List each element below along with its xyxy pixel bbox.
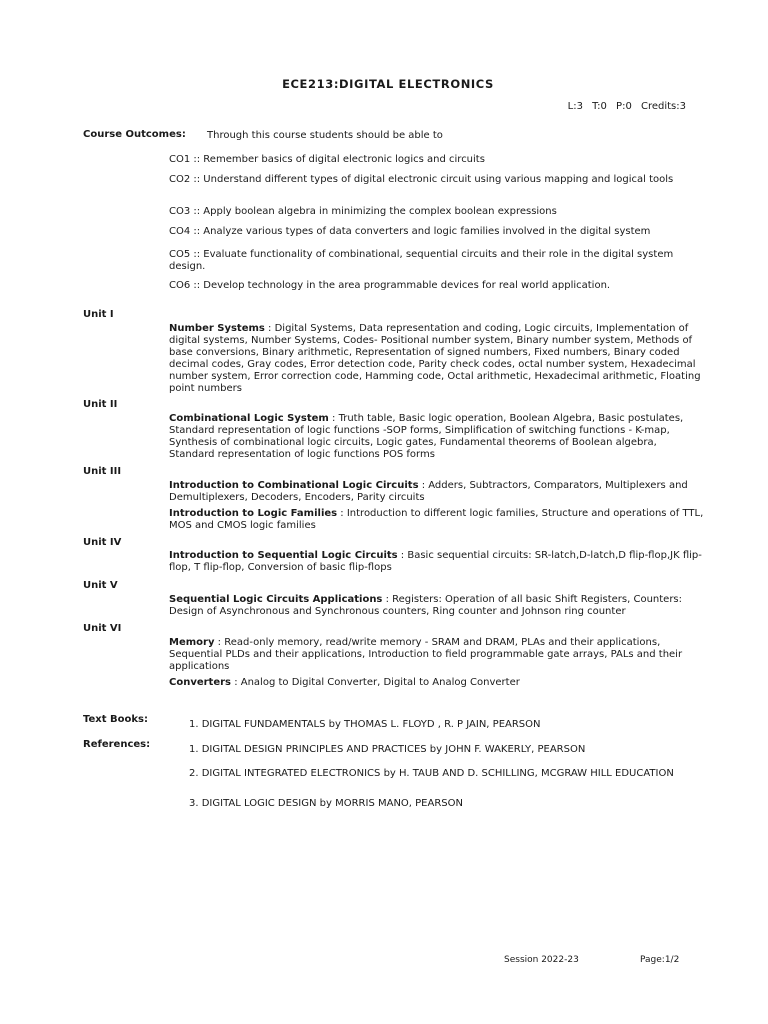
reference-1: 1. DIGITAL DESIGN PRINCIPLES AND PRACTICES by JOHN F. WAKERLY, PEARSON: [189, 744, 586, 755]
unit-2-topic-combinational-logic: [169, 413, 705, 461]
topic-heading: Combinational Logic System: [169, 413, 329, 424]
unit-1-topic-number-systems: [169, 323, 705, 395]
unit-5-topic-sequential-applications: [169, 594, 705, 618]
page-number: Page:1/2: [640, 955, 680, 965]
session-label: Session 2022-23: [504, 955, 579, 965]
unit-3-label: Unit III: [83, 466, 122, 477]
topic-heading: Memory: [169, 637, 215, 648]
reference-2: 2. DIGITAL INTEGRATED ELECTRONICS by H. TAUB AND D. SCHILLING, MCGRAW HILL EDUCATION: [189, 768, 674, 779]
unit-4-label: Unit IV: [83, 537, 122, 548]
topic-separator: :: [397, 550, 408, 561]
course-outcome-5: CO5 :: Evaluate functionality of combinational, sequential circuits and their role in the digital system design.: [169, 249, 674, 272]
unit-5-label: Unit V: [83, 580, 118, 591]
topic-separator: :: [337, 508, 347, 519]
course-outcome-1: CO1 :: Remember basics of digital electronic logics and circuits: [169, 154, 485, 165]
unit-6-topic-converters: [169, 677, 705, 689]
topic-text: Registers: Operation of all basic Shift Registers, Counters: Design of Asynchronous and Synchronous counters, Ring counter and Johnson ring counter: [169, 594, 683, 617]
reference-3: 3. DIGITAL LOGIC DESIGN by MORRIS MANO, PEARSON: [189, 798, 463, 809]
topic-heading: Introduction to Sequential Logic Circuits: [169, 550, 398, 561]
topic-separator: :: [231, 677, 241, 688]
unit-1-label: Unit I: [83, 309, 114, 320]
unit-3-topic-combinational-circuits: [169, 480, 705, 504]
course-outcomes-intro: Through this course students should be able to: [207, 130, 443, 141]
topic-separator: :: [418, 480, 429, 491]
topic-separator: :: [214, 637, 225, 648]
topic-heading: Sequential Logic Circuits Applications: [169, 594, 383, 605]
references-label: References:: [83, 739, 151, 750]
topic-heading: Introduction to Combinational Logic Circuits: [169, 480, 419, 491]
text-book-1: 1. DIGITAL FUNDAMENTALS by THOMAS L. FLOYD , R. P JAIN, PEARSON: [189, 719, 541, 730]
topic-text: Truth table, Basic logic operation, Boolean Algebra, Basic postulates, Standard representation of logic functions -SOP forms, Simplification of switching functions - K-map, Synthesis of combinational logic circuits, Logic gates, Fundamental theorems of Boolean algebra, Standard representation of logic functions POS forms: [169, 413, 684, 460]
topic-text: Analog to Digital Converter, Digital to Analog Converter: [240, 677, 520, 688]
topic-text: Basic sequential circuits: SR-latch,D-latch,D flip-flop,JK flip- flop, T flip-flop, Conversion of basic flip-flops: [169, 550, 702, 573]
topic-separator: :: [264, 323, 275, 334]
text-books-label: Text Books:: [83, 714, 148, 725]
topic-heading: Converters: [169, 677, 232, 688]
topic-text: Adders, Subtractors, Comparators, Multiplexers and Demultiplexers, Decoders, Encoders, Parity circuits: [169, 480, 688, 503]
course-outcome-2: CO2 :: Understand different types of digital electronic circuit using various mapping and logical tools: [169, 174, 674, 185]
unit-2-label: Unit II: [83, 399, 118, 410]
course-credits: L:3 T:0 P:0 Credits:3: [567, 101, 686, 112]
topic-heading: Number Systems: [169, 323, 265, 334]
topic-text: Digital Systems, Data representation and coding, Logic circuits, Implementation of digital systems, Number Systems, Codes- Positional number system, Binary number system, Methods of base conversions, Binary arithmetic, Representation of signed numbers, Fixed numbers, Binary coded decimal codes, Gray codes, Error detection code, Parity check codes, octal number system, Hexadecimal number system, Error correction code, Hamming code, Octal arithmetic, Hexadecimal arithmetic, Floating point numbers: [169, 323, 701, 394]
unit-6-label: Unit VI: [83, 623, 122, 634]
course-outcome-6: CO6 :: Develop technology in the area programmable devices for real world application.: [169, 280, 611, 291]
topic-text: Introduction to different logic families, Structure and operations of TTL, MOS and CMOS logic families: [169, 508, 704, 531]
topic-text: Read-only memory, read/write memory - SRAM and DRAM, PLAs and their applications, Sequential PLDs and their applications, Introduction to field programmable gate arrays, PALs and their applications: [169, 637, 683, 672]
unit-4-topic-sequential-circuits: [169, 550, 705, 574]
course-outcomes-label: Course Outcomes:: [83, 129, 186, 140]
topic-separator: :: [382, 594, 393, 605]
unit-3-topic-logic-families: [169, 508, 705, 532]
topic-separator: :: [328, 413, 339, 424]
unit-6-topic-memory: [169, 637, 705, 673]
topic-heading: Introduction to Logic Families: [169, 508, 338, 519]
course-title: ECE213:DIGITAL ELECTRONICS: [282, 77, 494, 91]
course-outcome-3: CO3 :: Apply boolean algebra in minimizing the complex boolean expressions: [169, 206, 557, 217]
course-outcome-4: CO4 :: Analyze various types of data converters and logic families involved in the digital system: [169, 226, 651, 237]
